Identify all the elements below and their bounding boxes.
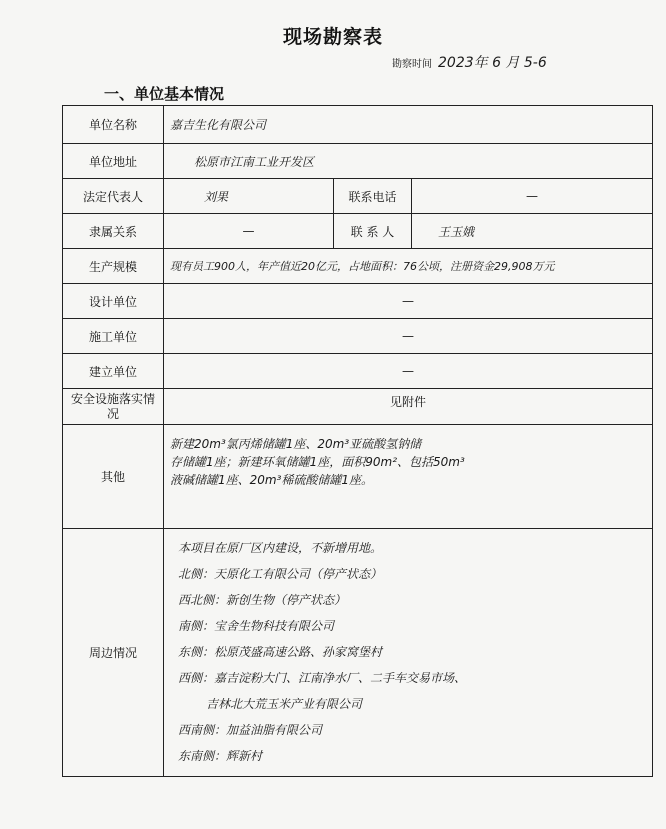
- row-safety: [63, 389, 653, 425]
- page-title: 现场勘察表: [282, 26, 383, 48]
- design-unit-label: 设计单位: [63, 284, 164, 319]
- legal-rep-label: 法定代表人: [63, 179, 164, 214]
- survey-time-value: 2023年 6 月 5-6: [438, 55, 547, 71]
- surroundings-line: 西南侧：加益油脂有限公司: [178, 723, 323, 737]
- row-unit-address: [63, 144, 653, 179]
- contact-label: 联 系 人: [334, 214, 412, 249]
- surroundings-value: [164, 529, 653, 777]
- survey-time: [392, 52, 547, 72]
- row-surroundings: [63, 529, 653, 777]
- safety-label: 安全设施落实情况: [63, 389, 164, 425]
- construction-unit-value: —: [164, 319, 653, 354]
- row-construction-unit: [63, 319, 653, 354]
- scale-label: 生产规模: [63, 249, 164, 284]
- survey-time-label: 勘察时间: [392, 59, 432, 70]
- affiliation-value: —: [164, 214, 334, 249]
- survey-form-table: [62, 105, 653, 777]
- surroundings-line: 南侧：宝舍生物科技有限公司: [178, 619, 335, 633]
- row-legal-rep: [63, 179, 653, 214]
- unit-name-label: 单位名称: [63, 106, 164, 144]
- row-build-unit: [63, 354, 653, 389]
- phone-value: —: [412, 179, 653, 214]
- unit-address-label: 单位地址: [63, 144, 164, 179]
- surroundings-line: 东南侧：辉新村: [178, 749, 263, 763]
- contact-value: 王玉娥: [412, 214, 653, 249]
- other-line: 存储罐1座；新建环氧储罐1座，面积90m²、包括50m³: [170, 455, 465, 469]
- row-design-unit: [63, 284, 653, 319]
- other-label: 其他: [63, 425, 164, 529]
- build-unit-value: —: [164, 354, 653, 389]
- phone-label: 联系电话: [334, 179, 412, 214]
- surroundings-text: [178, 535, 646, 769]
- row-affiliation: [63, 214, 653, 249]
- other-line: 液碱储罐1座、20m³稀硫酸储罐1座。: [170, 473, 374, 487]
- safety-value: 见附件: [164, 389, 653, 425]
- surroundings-line: 东侧：松原茂盛高速公路、孙家窝堡村: [178, 645, 383, 659]
- surroundings-label: 周边情况: [63, 529, 164, 777]
- build-unit-label: 建立单位: [63, 354, 164, 389]
- row-unit-name: [63, 106, 653, 144]
- other-text: [170, 435, 646, 489]
- other-line: 新建20m³氯丙烯储罐1座、20m³亚硫酸氢钠储: [170, 437, 422, 451]
- row-scale: [63, 249, 653, 284]
- unit-address-value: 松原市江南工业开发区: [164, 144, 653, 179]
- surroundings-line: 西北侧：新创生物（停产状态）: [178, 593, 347, 607]
- surroundings-line: 本项目在原厂区内建设，不新增用地。: [178, 541, 383, 555]
- legal-rep-value: 刘果: [164, 179, 334, 214]
- section-heading: 一、单位基本情况: [104, 85, 225, 103]
- surroundings-line: 吉林北大荒玉米产业有限公司: [206, 697, 363, 711]
- row-other: [63, 425, 653, 529]
- scale-value: 现有员工900人，年产值近20亿元，占地面积：76公顷，注册资金29,908万元: [164, 249, 653, 284]
- affiliation-label: 隶属关系: [63, 214, 164, 249]
- construction-unit-label: 施工单位: [63, 319, 164, 354]
- surroundings-line: 西侧：嘉吉淀粉大门、江南净水厂、二手车交易市场、: [178, 671, 467, 685]
- design-unit-value: —: [164, 284, 653, 319]
- unit-name-value: 嘉吉生化有限公司: [164, 106, 653, 144]
- surroundings-line: 北侧：天原化工有限公司（停产状态）: [178, 567, 383, 581]
- other-value: [164, 425, 653, 529]
